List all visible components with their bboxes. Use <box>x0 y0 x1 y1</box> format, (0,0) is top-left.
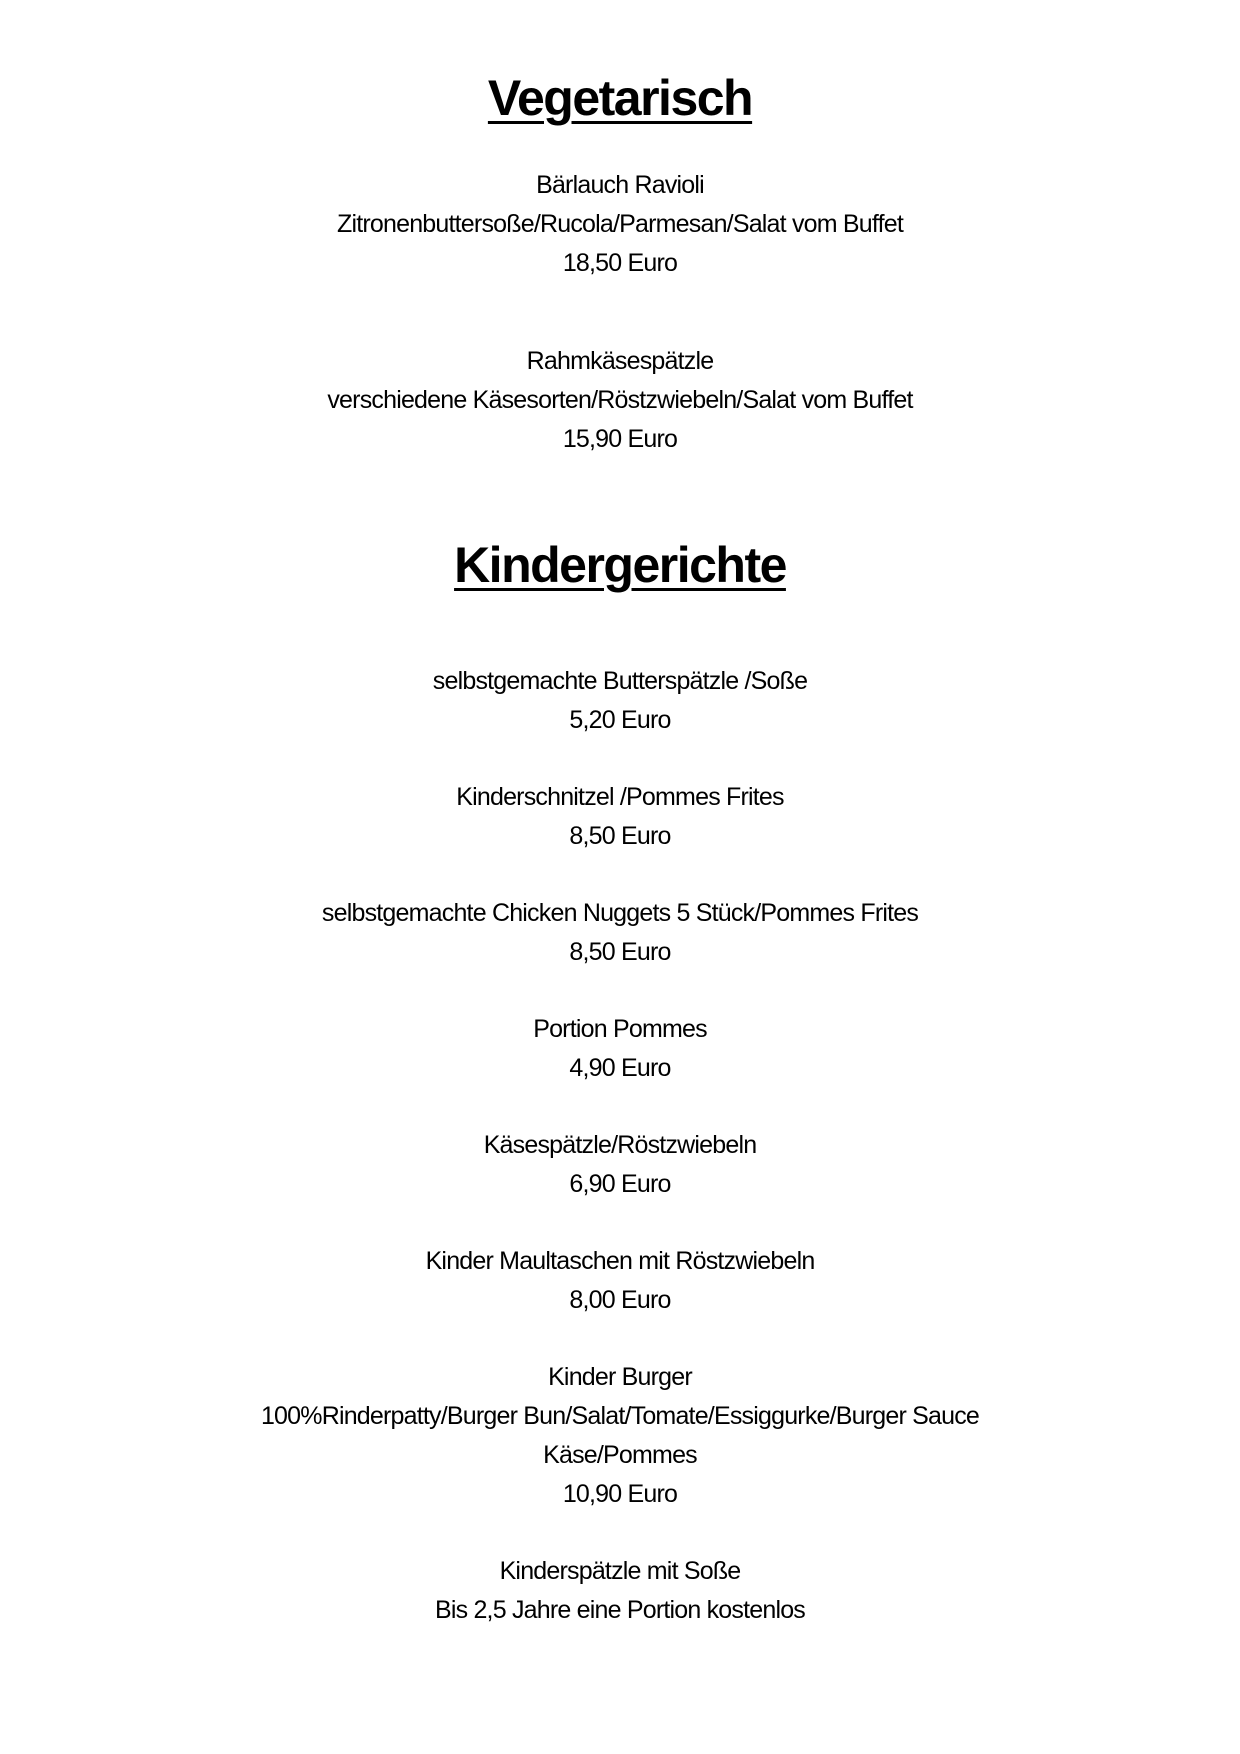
menu-item-price: 4,90 Euro <box>569 1054 671 1082</box>
section-title-kindergerichte: Kindergerichte <box>454 537 786 593</box>
menu-item-price: 10,90 Euro <box>562 1480 678 1508</box>
menu-item-price: 18,50 Euro <box>562 249 678 277</box>
menu-item-name: Bärlauch Ravioli <box>536 171 704 199</box>
menu-item-price: 5,20 Euro <box>569 706 671 734</box>
menu-item-name: selbstgemachte Butterspätzle /Soße <box>432 667 808 695</box>
menu-item-name: Portion Pommes <box>533 1015 707 1043</box>
menu-item-description: verschiedene Käsesorten/Röstzwiebeln/Salat vom Buffet <box>327 386 913 414</box>
menu-item-price: 15,90 Euro <box>562 425 678 453</box>
menu-item-kaesespaetzle <box>0 1126 1240 1204</box>
menu-item-chicken-nuggets <box>0 894 1240 972</box>
menu-item-description: Zitronenbuttersoße/Rucola/Parmesan/Salat vom Buffet <box>337 210 903 238</box>
menu-item-name: Rahmkäsespätzle <box>526 347 714 375</box>
section-title-vegetarisch: Vegetarisch <box>487 70 753 126</box>
menu-item-kinderschnitzel <box>0 778 1240 856</box>
menu-item-baerlauch-ravioli <box>0 166 1240 283</box>
menu-item-name: selbstgemachte Chicken Nuggets 5 Stück/Pommes Frites <box>321 899 919 927</box>
menu-item-description-extra: Käse/Pommes <box>543 1441 697 1469</box>
menu-item-description: 100%Rinderpatty/Burger Bun/Salat/Tomate/Essiggurke/Burger Sauce <box>260 1402 980 1430</box>
menu-item-name: Kinder Maultaschen mit Röstzwiebeln <box>425 1247 815 1275</box>
menu-item-price: 8,00 Euro <box>569 1286 671 1314</box>
menu-item-portion-pommes <box>0 1010 1240 1088</box>
menu-item-name: Kinderspätzle mit Soße <box>499 1557 741 1585</box>
menu-item-name: Käsespätzle/Röstzwiebeln <box>483 1131 757 1159</box>
menu-item-name: Kinderschnitzel /Pommes Frites <box>456 783 784 811</box>
menu-item-kinder-maultaschen <box>0 1242 1240 1320</box>
menu-item-butterspaetzle <box>0 662 1240 740</box>
menu-item-price: 8,50 Euro <box>569 822 671 850</box>
menu-item-price: 8,50 Euro <box>569 938 671 966</box>
menu-item-note: Bis 2,5 Jahre eine Portion kostenlos <box>434 1596 806 1624</box>
menu-item-price: 6,90 Euro <box>569 1170 671 1198</box>
menu-item-rahmkaesespaetzle <box>0 342 1240 459</box>
menu-item-kinder-burger <box>0 1358 1240 1514</box>
menu-item-kinderspaetzle <box>0 1552 1240 1630</box>
menu-item-name: Kinder Burger <box>548 1363 692 1391</box>
